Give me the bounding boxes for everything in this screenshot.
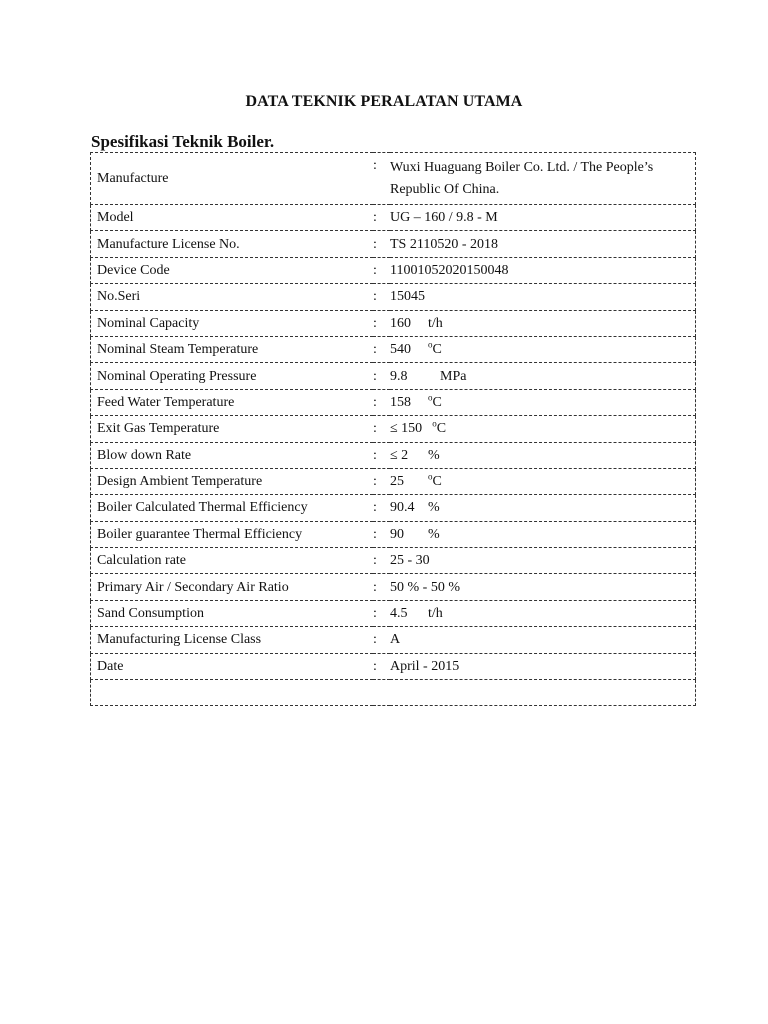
- row-value: [390, 468, 696, 494]
- row-separator: :: [373, 653, 390, 679]
- row-value: [390, 336, 696, 362]
- row-value: [390, 284, 696, 310]
- row-value-number: ≤ 150: [390, 421, 423, 437]
- row-separator: :: [373, 257, 390, 283]
- row-separator: :: [373, 548, 390, 574]
- row-unit: C: [432, 342, 442, 358]
- row-value-number: 50 % - 50 %: [390, 579, 460, 595]
- table-row-empty: [91, 680, 696, 706]
- row-value-number: ≤ 2: [390, 447, 409, 463]
- row-value-number: 160: [390, 315, 411, 331]
- table-row: [91, 627, 696, 653]
- row-separator: :: [373, 205, 390, 231]
- table-row: [91, 521, 696, 547]
- row-value-number: 15045: [390, 289, 425, 305]
- row-separator: :: [373, 442, 390, 468]
- table-row: [91, 336, 696, 362]
- row-value-number: 540: [390, 342, 411, 358]
- table-row: [91, 600, 696, 626]
- row-label: Exit Gas Temperature: [91, 416, 374, 442]
- row-value-number: 90.4: [390, 500, 415, 516]
- row-separator: :: [373, 310, 390, 336]
- table-row: [91, 205, 696, 231]
- row-label: Manufacture: [91, 153, 374, 205]
- row-value-number: TS 2110520 - 2018: [390, 236, 498, 252]
- row-separator: :: [373, 336, 390, 362]
- unit-superscript: o: [428, 392, 433, 403]
- spec-table-body: [91, 153, 696, 706]
- row-label: Calculation rate: [91, 548, 374, 574]
- row-unit: C: [436, 421, 447, 437]
- row-unit: %: [428, 500, 440, 516]
- row-value: [390, 574, 696, 600]
- row-unit: %: [428, 526, 440, 542]
- row-value-number: 158: [390, 394, 411, 410]
- row-value: [390, 363, 696, 389]
- table-row: [91, 284, 696, 310]
- empty-cell: [91, 680, 696, 706]
- table-row: [91, 153, 696, 205]
- row-label: Feed Water Temperature: [91, 389, 374, 415]
- row-label: Manufacturing License Class: [91, 627, 374, 653]
- row-separator: :: [373, 495, 390, 521]
- table-row: [91, 495, 696, 521]
- row-value-number: UG – 160 / 9.8 - M: [390, 210, 498, 226]
- boiler-spec-table: [90, 152, 696, 706]
- unit-superscript: o: [428, 339, 433, 350]
- row-separator: :: [373, 574, 390, 600]
- table-row: [91, 416, 696, 442]
- row-value: [390, 600, 696, 626]
- row-value: [390, 627, 696, 653]
- row-label: Blow down Rate: [91, 442, 374, 468]
- row-separator: :: [373, 363, 390, 389]
- row-value-number: Wuxi Huaguang Boiler Co. Ltd. / The People’s Republic Of China.: [390, 160, 654, 197]
- row-value-number: A: [390, 632, 401, 648]
- row-unit: t/h: [428, 606, 443, 622]
- row-separator: :: [373, 468, 390, 494]
- row-value: [390, 389, 696, 415]
- row-value: [390, 257, 696, 283]
- row-separator: :: [373, 284, 390, 310]
- row-separator: :: [373, 231, 390, 257]
- row-value: [390, 205, 696, 231]
- row-separator: :: [373, 600, 390, 626]
- row-label: Nominal Operating Pressure: [91, 363, 374, 389]
- row-value: [390, 310, 696, 336]
- unit-superscript: o: [428, 471, 433, 482]
- table-row: [91, 389, 696, 415]
- table-row: [91, 257, 696, 283]
- row-value: [390, 548, 696, 574]
- table-row: [91, 468, 696, 494]
- unit-superscript: o: [432, 418, 437, 429]
- table-row: [91, 310, 696, 336]
- row-value: [390, 231, 696, 257]
- row-value-number: April - 2015: [390, 658, 460, 674]
- row-value-number: 25 - 30: [390, 553, 430, 569]
- row-value: [390, 153, 696, 205]
- row-label: Sand Consumption: [91, 600, 374, 626]
- table-row: [91, 231, 696, 257]
- row-separator: :: [373, 153, 390, 205]
- row-value: [390, 521, 696, 547]
- table-row: [91, 442, 696, 468]
- row-label: Nominal Capacity: [91, 310, 374, 336]
- row-unit: C: [432, 394, 442, 410]
- row-value-number: 11001052020150048: [390, 262, 509, 278]
- row-unit: t/h: [428, 315, 443, 331]
- row-label: Date: [91, 653, 374, 679]
- row-label: Model: [91, 205, 374, 231]
- row-value-number: 90: [390, 526, 404, 542]
- row-label: Boiler guarantee Thermal Efficiency: [91, 521, 374, 547]
- table-row: [91, 363, 696, 389]
- row-value-number: 9.8: [390, 368, 408, 384]
- row-label: Boiler Calculated Thermal Efficiency: [91, 495, 374, 521]
- row-separator: :: [373, 389, 390, 415]
- row-value-number: 4.5: [390, 606, 408, 622]
- row-unit: MPa: [440, 368, 467, 384]
- table-row: [91, 653, 696, 679]
- row-label: Primary Air / Secondary Air Ratio: [91, 574, 374, 600]
- row-value: [390, 442, 696, 468]
- row-value-number: 25: [390, 474, 404, 490]
- row-unit: C: [432, 474, 442, 490]
- row-separator: :: [373, 521, 390, 547]
- row-separator: :: [373, 416, 390, 442]
- table-row: [91, 574, 696, 600]
- row-label: No.Seri: [91, 284, 374, 310]
- row-label: Nominal Steam Temperature: [91, 336, 374, 362]
- row-label: Device Code: [91, 257, 374, 283]
- row-separator: :: [373, 627, 390, 653]
- row-value: [390, 653, 696, 679]
- document-title: DATA TEKNIK PERALATAN UTAMA: [245, 93, 523, 110]
- row-label: Manufacture License No.: [91, 231, 374, 257]
- row-unit: %: [428, 447, 440, 463]
- table-row: [91, 548, 696, 574]
- section-heading: Spesifikasi Teknik Boiler.: [91, 132, 275, 151]
- row-value: [390, 495, 696, 521]
- row-label: Design Ambient Temperature: [91, 468, 374, 494]
- row-value: [390, 416, 696, 442]
